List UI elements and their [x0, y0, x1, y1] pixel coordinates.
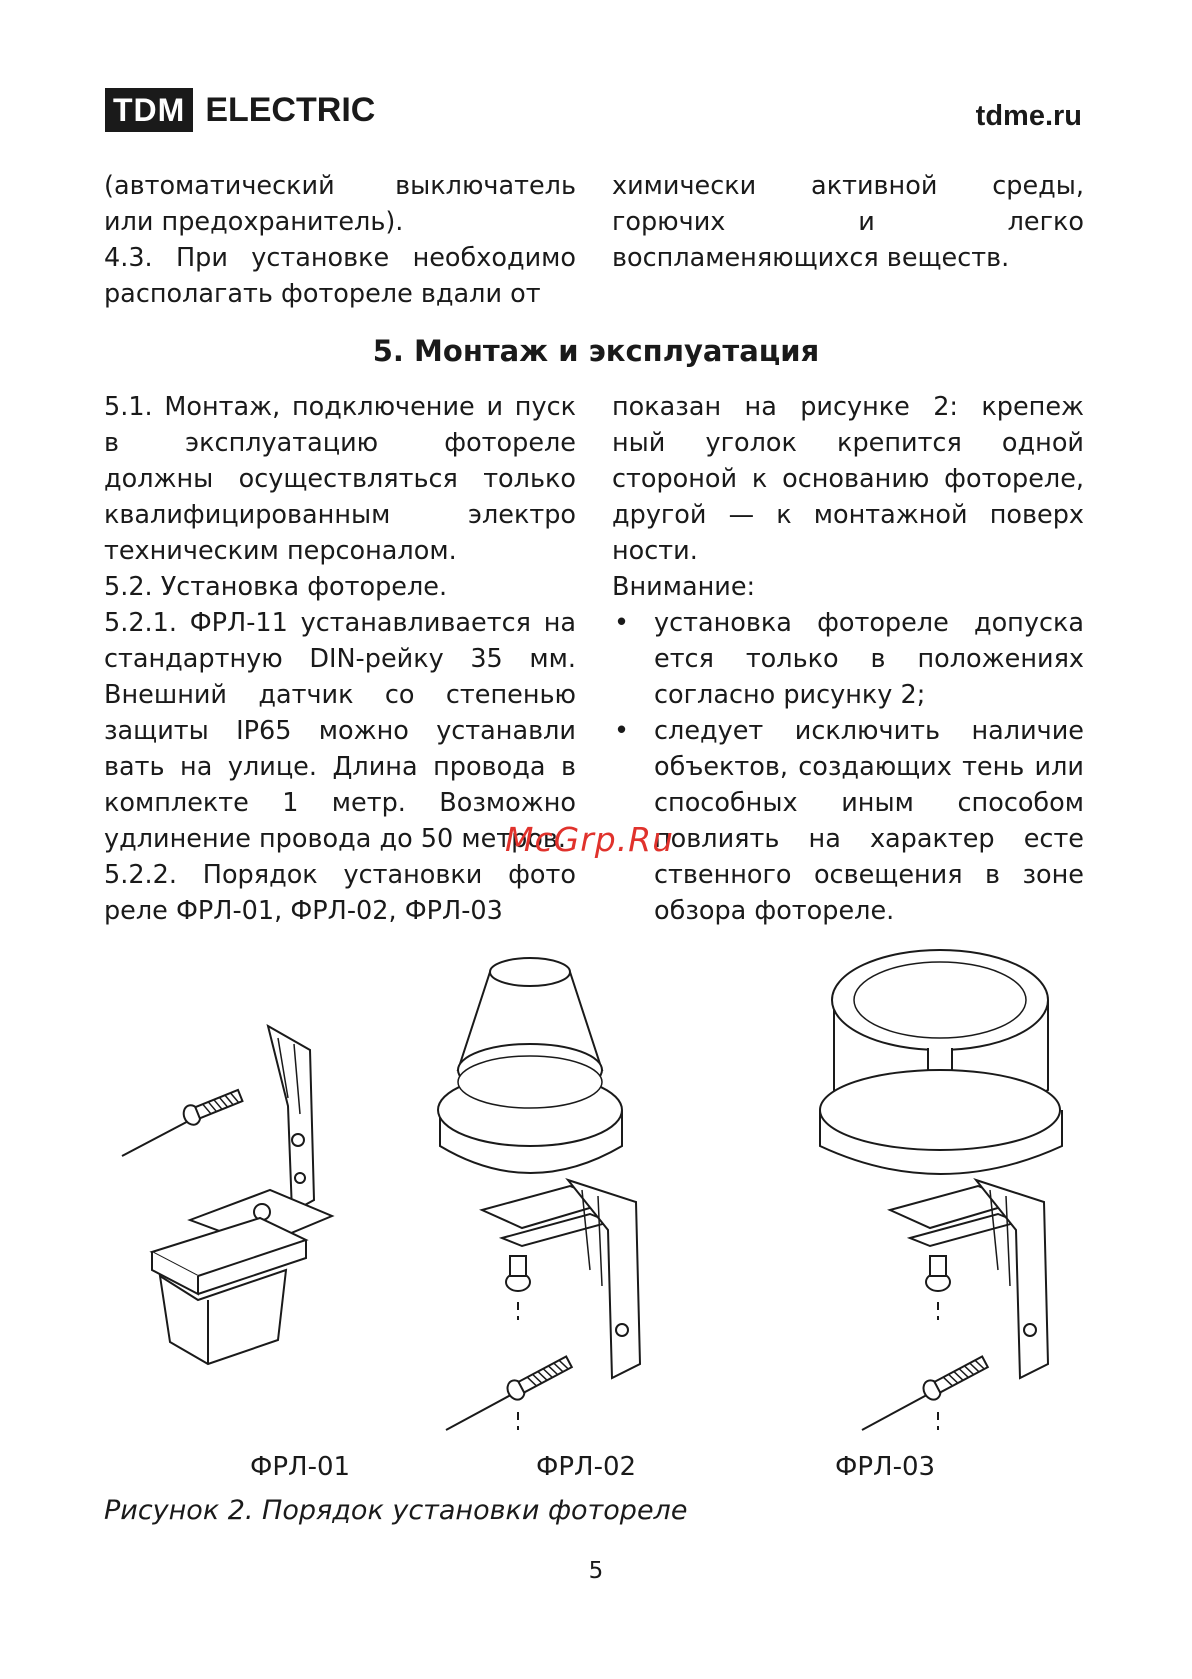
paragraph: 5.2.1. ФРЛ-11 устанавливается на стандартную DIN-рейку 35 мм. Внешний датчик со степенью защиты IP65 можно устанавли вать на улице. Длина провода в комплекте 1 метр. Возможно удлинение провода до 50 метров. [104, 608, 576, 854]
section-title: 5. Монтаж и эксплуатация [372, 334, 820, 368]
top-left-column [104, 168, 576, 312]
list-item [612, 713, 1084, 929]
bullet-text: установка фотореле допуска ется только в положениях согласно рисунку 2; [654, 608, 1084, 710]
paragraph: (автоматический выключатель или предохранитель). [104, 171, 576, 237]
paragraph: 5.2.2. Порядок установки фото реле ФРЛ-01, ФРЛ-02, ФРЛ-03 [104, 860, 576, 926]
figure-caption: Рисунок 2. Порядок установки фотореле [104, 1495, 688, 1526]
bullet-list [612, 605, 1084, 929]
installation-figure [110, 940, 1090, 1440]
paragraph: 5.1. Монтаж, подключение и пуск в эксплуатацию фотореле должны осуществляться только квалифицированным электро техническим персоналом. [104, 392, 576, 566]
frl-01-illustration [122, 1026, 332, 1364]
frl-03-illustration [820, 950, 1062, 1430]
watermark: McGrp.Ru [505, 820, 675, 859]
figure-label-frl-01: ФРЛ-01 [250, 1452, 351, 1482]
logo-word: ELECTRIC [205, 90, 376, 129]
bullet-mark: • [614, 608, 630, 638]
brand-logo [105, 88, 375, 132]
top-right-column [612, 168, 1084, 276]
site-url: tdme.ru [975, 100, 1082, 132]
logo-box: TDM [105, 88, 193, 132]
figure-label-frl-02: ФРЛ-02 [536, 1452, 637, 1482]
paragraph: показан на рисунке 2: крепеж ный уголок крепится одной стороной к основанию фотореле, другой — к монтажной поверх ности. [612, 392, 1084, 566]
page-number: 5 [588, 1558, 604, 1584]
paragraph: 4.3. При установке необходимо располагать фотореле вдали от [104, 243, 576, 309]
right-column [612, 389, 1084, 929]
paragraph: 5.2. Установка фотореле. [104, 572, 448, 602]
frl-02-illustration [438, 958, 640, 1430]
bullet-text: следует исключить наличие объектов, создающих тень или способных иным способом повлиять на характер есте ственного освещения в зоне обзора фотореле. [654, 716, 1084, 926]
bullet-mark: • [614, 716, 630, 746]
paragraph: химически активной среды, горючих и легко воспламеняющихся веществ. [612, 171, 1084, 273]
figure-label-frl-03: ФРЛ-03 [835, 1452, 936, 1482]
list-item [612, 605, 1084, 713]
attention-label: Внимание: [612, 572, 756, 602]
